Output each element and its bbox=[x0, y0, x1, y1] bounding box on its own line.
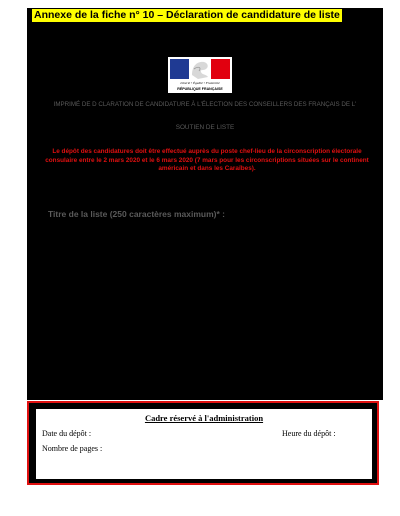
soutien-heading: SOUTIEN DE LISTE bbox=[175, 124, 235, 131]
admin-reserved-box bbox=[36, 409, 372, 479]
date-depot-field: Date du dépôt : bbox=[42, 429, 92, 438]
marianne-logo-graphic bbox=[168, 57, 232, 93]
nombre-pages-field: Nombre de pages : bbox=[42, 444, 103, 453]
admin-heading-text: Cadre réservé à l'administration bbox=[144, 413, 264, 423]
marianne-logo bbox=[168, 57, 232, 93]
list-title-label: Titre de la liste (250 caractères maximum)* : bbox=[48, 209, 226, 219]
heure-depot-field: Heure du dépôt : bbox=[282, 429, 336, 438]
form-title: IMPRIMÉ DE D CLARATION DE CANDIDATURE À L'ÉLECTION DES CONSEILLERS DES FRANÇAIS DE L' bbox=[53, 101, 357, 108]
annex-title: Annexe de la fiche n° 10 – Déclaration de candidature de liste bbox=[34, 9, 340, 21]
admin-heading bbox=[36, 413, 372, 423]
depot-notice: Le dépôt des candidatures doit être effectué auprès du poste chef-lieu de la circonscription électorale consulaire entre le 2 mars 2020 et le 6 mars 2020 (7 mars pour les circonscriptions situées sur le continent américain et dans les Caraïbes). bbox=[45, 148, 369, 172]
logo-motto: Liberté • Égalité • Fraternité bbox=[180, 81, 220, 85]
admin-reserved-frame bbox=[27, 401, 379, 485]
logo-republic-text: RÉPUBLIQUE FRANÇAISE bbox=[177, 87, 223, 91]
